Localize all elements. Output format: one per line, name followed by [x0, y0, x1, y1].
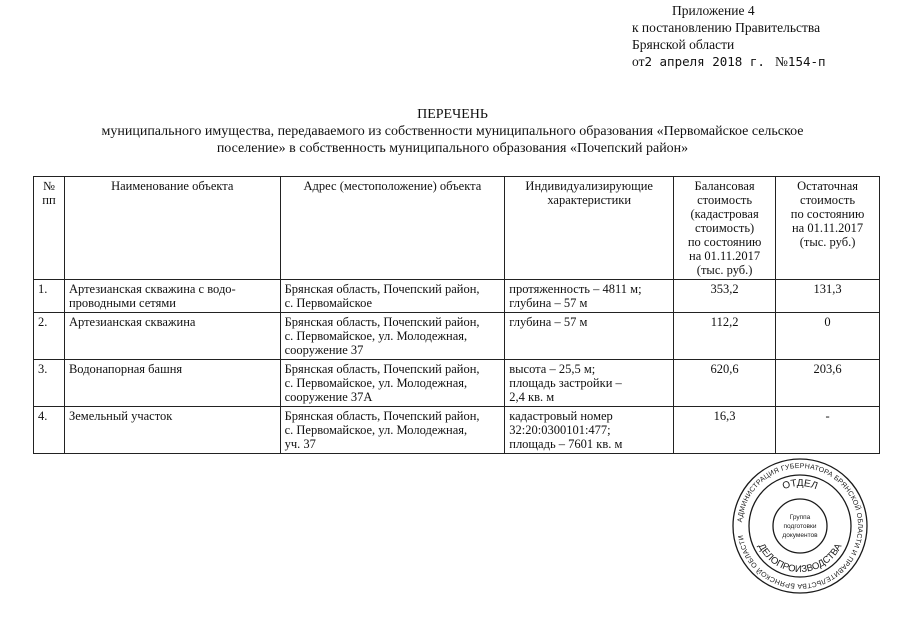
col-name-header: Наименование объекта — [64, 177, 280, 280]
cell-characteristics: высота – 25,5 м; площадь застройки – 2,4 кв. м — [505, 360, 674, 407]
cell-object-name: Артезианская скважина с водо- проводными сетями — [64, 280, 280, 313]
stamp-center-1: Группа — [789, 514, 811, 521]
stamp-ring-text: АДМИНИСТРАЦИЯ ГУБЕРНАТОРА БРЯНСКОЙ ОБЛАСТИ И ПРАВИТЕЛЬСТВА БРЯНСКОЙ ОБЛАСТИ — [737, 462, 864, 590]
resolution-date: 2 апреля 2018 г. — [644, 54, 765, 69]
cell-number: 2. — [34, 313, 65, 360]
col-characteristics-header: Индивидуализирующие характеристики — [505, 177, 674, 280]
stamp-center-3: документов — [782, 532, 818, 539]
table-row — [34, 407, 880, 454]
cell-residual-value: 0 — [776, 313, 880, 360]
table-body — [34, 280, 880, 454]
resolution-number: 154-п — [787, 54, 826, 69]
table-header-row — [34, 177, 880, 280]
cell-balance-value: 16,3 — [674, 407, 776, 454]
cell-residual-value: 203,6 — [776, 360, 880, 407]
title-heading: ПЕРЕЧЕНЬ — [417, 107, 488, 122]
appendix-date-line — [632, 53, 826, 70]
stamp-center-2: подготовки — [783, 523, 817, 530]
date-prefix: от — [632, 54, 645, 69]
cell-characteristics: протяженность – 4811 м; глубина – 57 м — [505, 280, 674, 313]
cell-object-name: Артезианская скважина — [64, 313, 280, 360]
cell-residual-value: 131,3 — [776, 280, 880, 313]
stamp-inner-bottom: ДЕЛОПРОИЗВОДСТВА — [755, 541, 845, 576]
title-line-2: поселение» в собственность муниципального образования «Почепский район» — [216, 141, 689, 156]
cell-object-name: Водонапорная башня — [64, 360, 280, 407]
cell-characteristics: глубина – 57 м — [505, 313, 674, 360]
col-balance-value-header: Балансовая стоимость (кадастровая стоимость) по состоянию на 01.11.2017 (тыс. руб.) — [674, 177, 776, 280]
title-line-1: муниципального имущества, передаваемого из собственности муниципального образования «Первомайское сельское — [101, 124, 804, 139]
appendix-block — [632, 2, 826, 70]
cell-balance-value: 353,2 — [674, 280, 776, 313]
seal-stamp — [730, 456, 870, 596]
cell-number: 3. — [34, 360, 65, 407]
cell-characteristics: кадастровый номер 32:20:0300101:477; площадь – 7601 кв. м — [505, 407, 674, 454]
cell-address: Брянская область, Почепский район, с. Первомайское, ул. Молодежная, сооружение 37А — [280, 360, 505, 407]
cell-number: 4. — [34, 407, 65, 454]
appendix-resolution: к постановлению Правительства — [632, 20, 821, 35]
cell-address: Брянская область, Почепский район, с. Первомайское, ул. Молодежная, уч. 37 — [280, 407, 505, 454]
cell-address: Брянская область, Почепский район, с. Первомайское, ул. Молодежная, сооружение 37 — [280, 313, 505, 360]
appendix-region: Брянской области — [632, 37, 735, 52]
col-residual-value-header: Остаточная стоимость по состоянию на 01.11.2017 (тыс. руб.) — [776, 177, 880, 280]
cell-address: Брянская область, Почепский район, с. Первомайское — [280, 280, 505, 313]
document-title — [0, 106, 905, 157]
table-row — [34, 313, 880, 360]
cell-balance-value: 112,2 — [674, 313, 776, 360]
stamp-inner-top: ОТДЕЛ — [781, 477, 819, 493]
property-table — [33, 176, 880, 454]
col-address-header: Адрес (местоположение) объекта — [280, 177, 505, 280]
cell-object-name: Земельный участок — [64, 407, 280, 454]
number-prefix: № — [775, 54, 788, 69]
cell-residual-value: - — [776, 407, 880, 454]
appendix-number: Приложение 4 — [672, 3, 755, 18]
table-row — [34, 360, 880, 407]
cell-number: 1. — [34, 280, 65, 313]
cell-balance-value: 620,6 — [674, 360, 776, 407]
col-number-header: № пп — [34, 177, 65, 280]
table-row — [34, 280, 880, 313]
